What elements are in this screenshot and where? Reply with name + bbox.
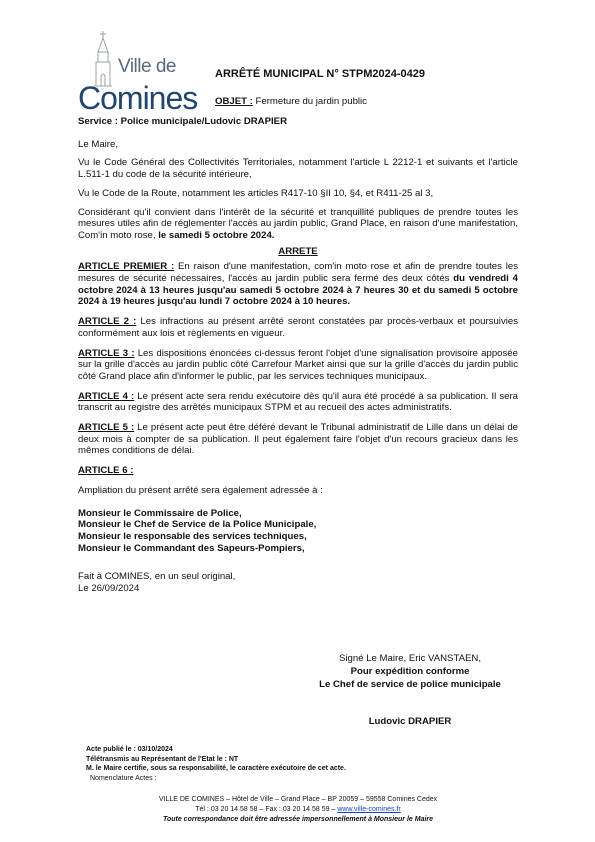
considerant-date: le samedi 5 octobre 2024. <box>158 229 275 241</box>
article-6-label: ARTICLE 6 : <box>78 465 134 477</box>
article-4-label: ARTICLE 4 : <box>78 390 135 402</box>
logo-ville-text: Ville de <box>118 56 176 77</box>
recipient-item: Monsieur le Chef de Service de la Police Municipale, <box>78 519 317 531</box>
recipient-item: Monsieur le Commissaire de Police, <box>78 507 242 519</box>
considerant-paragraph <box>78 207 518 242</box>
signature-chef: Le Chef de service de police municipale <box>319 679 501 690</box>
article-3-label: ARTICLE 3 : <box>78 347 135 359</box>
document-body <box>78 116 518 595</box>
fait-date: Le 26/09/2024 <box>78 583 140 595</box>
objet-text: Fermeture du jardin public <box>252 96 367 107</box>
ampliation-line: Ampliation du présent arrêté sera également adressée à : <box>78 484 323 496</box>
website-link[interactable]: www.ville-comines.fr <box>337 805 401 813</box>
nomenclature: Nomenclature Actes : <box>90 774 157 782</box>
article-6 <box>78 465 518 477</box>
publication-notes <box>86 745 346 783</box>
objet-line <box>215 96 367 107</box>
footer-contact <box>78 805 518 815</box>
vu-code-route: Vu le Code de la Route, notamment les articles R417-10 §II 10, §4, et R411-25 al 3, <box>78 187 434 199</box>
article-1 <box>78 261 518 308</box>
certification: M. le Maire certifie, sous sa responsabilité, le caractère exécutoire de cet acte. <box>86 765 346 773</box>
article-1-text: En raison d'une manifestation, com'in moto rose et afin de prendre toutes les mesures de sécurité nécessaires, l'accès au jardin public sera fermé des deux côtés <box>78 261 519 285</box>
acte-publie: Acte publié le : 03/10/2024 <box>86 746 173 753</box>
city-logo <box>78 28 198 116</box>
teletransmis: Télétransmis au Représentant de l'Etat le : NT <box>86 755 239 763</box>
article-2-text: Les infractions au présent arrêté seront constatées par procès-verbaux et poursuivies conformément aux lois et règlements en vigueur. <box>78 316 519 339</box>
logo-comines-text: Comines <box>78 80 198 116</box>
page-footer <box>78 795 518 824</box>
footer-correspondence: Toute correspondance doit être adressée impersonnellement à Monsieur le Maire <box>162 815 434 823</box>
article-4 <box>78 391 518 414</box>
article-5 <box>78 422 518 457</box>
vu-collectivites: Vu le Code Général des Collectivités Territoriales, notamment l'article L 2212-1 et suivants et l'article L.511-1 du code de la sécurité intérieure, <box>78 157 518 181</box>
signature-name: Ludovic DRAPIER <box>368 716 452 727</box>
article-2 <box>78 316 518 339</box>
article-3 <box>78 348 518 383</box>
arrete-heading: ARRETE <box>278 245 318 257</box>
article-4-text: Le présent acte sera rendu exécutoire dès qu'il aura été procédé à sa publication. Il sera transcrit au registre des arrêtés municipaux STPM et au recueil des actes administratifs. <box>78 390 518 414</box>
service-line: Service : Police municipale/Ludovic DRAPIER <box>78 116 287 127</box>
article-5-text: Le présent acte peut être déféré devant le Tribunal administratif de Lille dans un délai de deux mois à compter de sa publication. Il peut également faire l'objet d'un recours gracieux dans les mêmes conditions de délai. <box>78 422 518 457</box>
article-2-label: ARTICLE 2 : <box>78 316 137 328</box>
article-5-label: ARTICLE 5 : <box>78 422 135 434</box>
footer-phone-fax: Tél : 03 20 14 58 58 – Fax : 03 20 14 58 59 – <box>195 805 338 813</box>
document-title: ARRÊTÉ MUNICIPAL N° STPM2024-0429 <box>215 68 425 80</box>
article-3-text: Les dispositions énoncées ci-dessus feront l'objet d'une signalisation provisoire apposée sur la grille d'accès au jardin public côté Carrefour Market ainsi que sur la grille d'accès du jardin public côté Grand place afin d'informer le public, par les services techniques municipaux. <box>78 347 518 382</box>
article-1-label: ARTICLE PREMIER : <box>78 261 175 273</box>
considerant-text: Considérant qu'il convient dans l'intérêt de la sécurité et tranquillité publiques de prendre toutes les mesures utiles afin de réglementer l'accès au jardin public, Grand Place, en raison d'une manifestation, Com'in moto rose, <box>78 206 518 241</box>
signature-maire: Signé Le Maire, Eric VANSTAEN, <box>339 653 481 664</box>
footer-address: VILLE DE COMINES – Hôtel de Ville – Grand Place – BP 20059 – 59558 Comines Cedex <box>158 796 438 803</box>
article-1-dates: du vendredi 4 octobre 2024 à 13 heures jusqu'au samedi 5 octobre 2024 à 7 heures 30 et du samedi 5 octobre 2024 à 19 heures jusqu'au lundi 7 octobre 2024 à 10 heures. <box>78 273 518 308</box>
recipient-item: Monsieur le Commandant des Sapeurs-Pompiers, <box>78 542 305 554</box>
maire-line: Le Maire, <box>78 138 118 150</box>
signature-block <box>290 652 530 691</box>
fait-a-line: Fait à COMINES, en un seul original, <box>78 571 236 583</box>
objet-label: OBJET : <box>215 96 253 107</box>
signature-expedition: Pour expédition conforme <box>350 666 470 677</box>
recipients-list <box>78 508 518 555</box>
recipient-item: Monsieur le responsable des services techniques, <box>78 530 307 542</box>
